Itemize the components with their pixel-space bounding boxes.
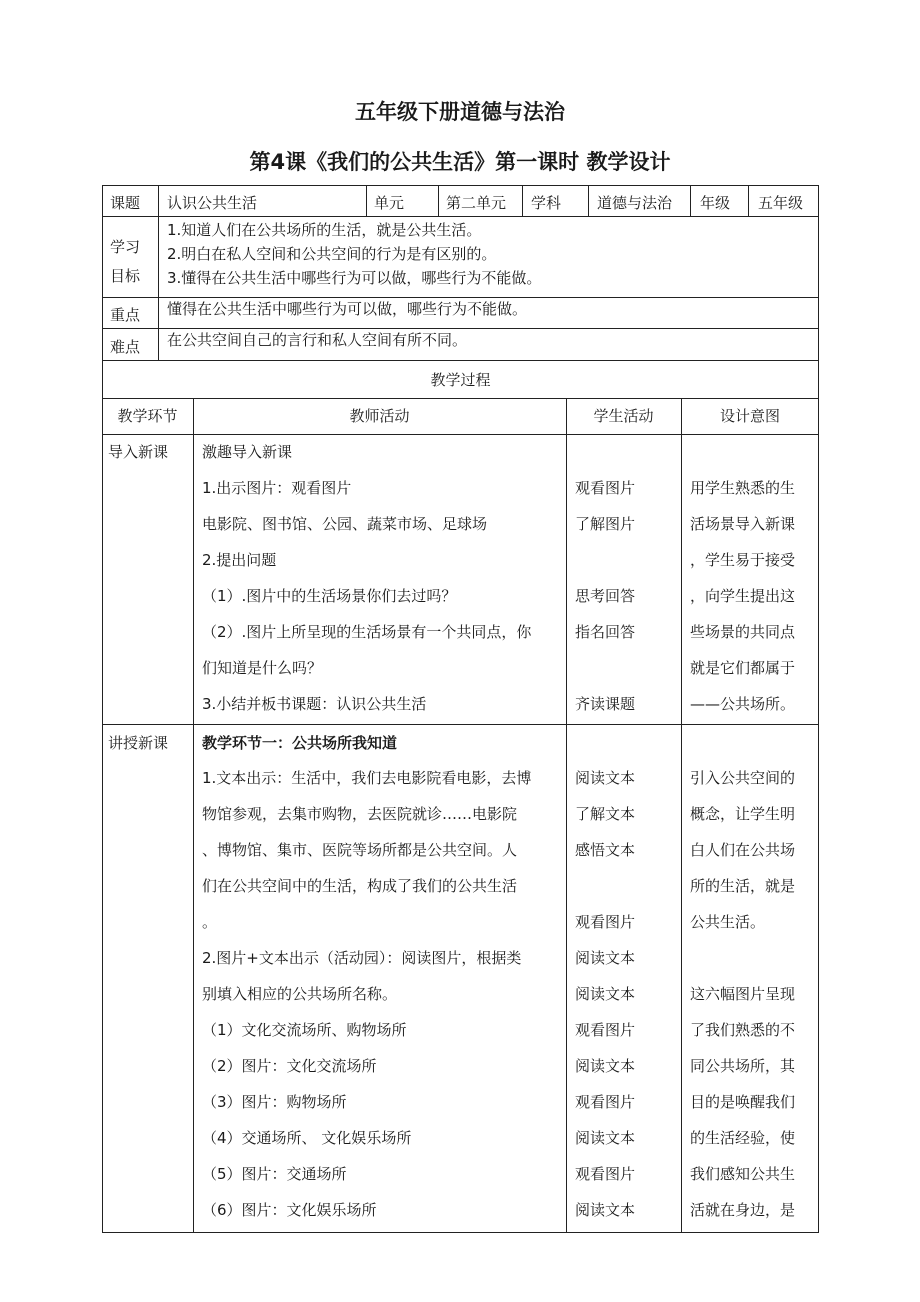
divider — [522, 185, 523, 217]
teacher-activity-line: 物馆参观，去集市购物，去医院就诊……电影院 — [202, 805, 518, 823]
design-intent-line: 就是它们都属于 — [690, 659, 796, 677]
stage-label: 导入新课 — [108, 443, 169, 461]
student-activity-line: 指名回答 — [575, 623, 636, 641]
teacher-activity-line: （2）图片：文化交流场所 — [202, 1057, 377, 1075]
student-activity-line: 思考回答 — [575, 587, 636, 605]
student-activity-line: 阅读文本 — [575, 1129, 636, 1147]
student-activity-line: 阅读文本 — [575, 949, 636, 967]
course-label: 课题 — [110, 194, 141, 212]
design-intent-line: 用学生熟悉的生 — [690, 479, 796, 497]
student-activity-line: 观看图片 — [575, 479, 636, 497]
teacher-activity-line: 、博物馆、集市、医院等场所都是公共空间。人 — [202, 841, 518, 859]
teacher-activity-line: 激趣导入新课 — [202, 443, 293, 461]
key-point-label: 重点 — [110, 306, 141, 324]
key-point-value: 懂得在公共生活中哪些行为可以做，哪些行为不能做。 — [167, 300, 528, 318]
difficulty-value: 在公共空间自己的言行和私人空间有所不同。 — [167, 331, 468, 349]
divider — [193, 398, 194, 1233]
student-activity-line: 齐读课题 — [575, 695, 636, 713]
teacher-activity-line: （5）图片：交通场所 — [202, 1165, 347, 1183]
design-intent-line: ——公共场所。 — [690, 695, 796, 713]
teacher-activity-line: 别填入相应的公共场所名称。 — [202, 985, 398, 1003]
teacher-activity-line: 们知道是什么吗？ — [202, 659, 323, 677]
student-activity-line: 感悟文本 — [575, 841, 636, 859]
design-intent-line: 的生活经验，使 — [690, 1129, 796, 1147]
subject-value: 道德与法治 — [597, 194, 673, 212]
unit-label: 单元 — [374, 194, 405, 212]
lesson-title: 第4课《我们的公共生活》第一课时 教学设计 — [249, 150, 671, 174]
process-header: 教学过程 — [430, 371, 491, 389]
teacher-activity-line: （6）图片：文化娱乐场所 — [202, 1201, 377, 1219]
design-intent-line: 白人们在公共场 — [690, 841, 796, 859]
teacher-activity-line: 2.提出问题 — [202, 551, 277, 569]
design-intent-line: 公共生活。 — [690, 913, 766, 931]
design-intent-line: 所的生活，就是 — [690, 877, 796, 895]
teacher-activity-line: （3）图片：购物场所 — [202, 1093, 347, 1111]
design-intent-line: ，向学生提出这 — [690, 587, 796, 605]
divider — [588, 185, 589, 217]
divider — [102, 398, 819, 399]
design-intent-line: 活就在身边，是 — [690, 1201, 796, 1219]
design-intent-line: 这六幅图片呈现 — [690, 985, 796, 1003]
teacher-activity-line: （1）文化交流场所、购物场所 — [202, 1021, 407, 1039]
column-header: 教学环节 — [117, 407, 178, 425]
student-activity-line: 观看图片 — [575, 913, 636, 931]
student-activity-line: 阅读文本 — [575, 985, 636, 1003]
design-intent-line: 概念，让学生明 — [690, 805, 796, 823]
teacher-activity-line: 1.文本出示：生活中，我们去电影院看电影，去博 — [202, 769, 532, 787]
divider — [681, 398, 682, 1233]
design-intent-line: 我们感知公共生 — [690, 1165, 796, 1183]
divider — [102, 434, 819, 435]
design-intent-line: 引入公共空间的 — [690, 769, 796, 787]
teacher-activity-line: 们在公共空间中的生活，构成了我们的公共生活 — [202, 877, 518, 895]
stage-label: 讲授新课 — [108, 734, 169, 752]
teacher-activity-line: （2）.图片上所呈现的生活场景有一个共同点，你 — [202, 623, 532, 641]
document-title: 五年级下册道德与法治 — [355, 100, 565, 124]
divider — [102, 328, 819, 329]
unit-value: 第二单元 — [446, 194, 507, 212]
objective-item: 3.懂得在公共生活中哪些行为可以做，哪些行为不能做。 — [167, 269, 542, 287]
design-intent-line: 同公共场所，其 — [690, 1057, 796, 1075]
design-intent-line: ，学生易于接受 — [690, 551, 796, 569]
divider — [102, 297, 819, 298]
student-activity-line: 了解图片 — [575, 515, 636, 533]
design-intent-line: 目的是唤醒我们 — [690, 1093, 796, 1111]
divider — [748, 185, 749, 217]
teacher-activity-line: 1.出示图片：观看图片 — [202, 479, 352, 497]
objectives-label-line2: 目标 — [110, 267, 141, 285]
divider — [102, 724, 819, 725]
student-activity-line: 了解文本 — [575, 805, 636, 823]
objective-item: 1.知道人们在公共场所的生活，就是公共生活。 — [167, 221, 482, 239]
teacher-activity-line: 电影院、图书馆、公园、蔬菜市场、足球场 — [202, 515, 488, 533]
student-activity-line: 阅读文本 — [575, 1057, 636, 1075]
student-activity-line: 观看图片 — [575, 1021, 636, 1039]
design-intent-line: 些场景的共同点 — [690, 623, 796, 641]
student-activity-line: 观看图片 — [575, 1093, 636, 1111]
grade-label: 年级 — [700, 194, 731, 212]
divider — [566, 398, 567, 1233]
student-activity-line: 阅读文本 — [575, 1201, 636, 1219]
design-intent-line: 了我们熟悉的不 — [690, 1021, 796, 1039]
student-activity-line: 观看图片 — [575, 1165, 636, 1183]
teacher-activity-heading: 教学环节一：公共场所我知道 — [202, 734, 398, 752]
divider — [690, 185, 691, 217]
objective-item: 2.明白在私人空间和公共空间的行为是有区别的。 — [167, 245, 497, 263]
divider — [158, 185, 159, 361]
objectives-label-line1: 学习 — [110, 238, 141, 256]
design-intent-line: 活场景导入新课 — [690, 515, 796, 533]
teacher-activity-line: （4）交通场所、 文化娱乐场所 — [202, 1129, 412, 1147]
divider — [438, 185, 439, 217]
teacher-activity-line: （1）.图片中的生活场景你们去过吗？ — [202, 587, 457, 605]
teacher-activity-line: 2.图片+文本出示（活动园）：阅读图片，根据类 — [202, 949, 522, 967]
teacher-activity-line: 3.小结并板书课题：认识公共生活 — [202, 695, 427, 713]
teacher-activity-line: 。 — [202, 913, 218, 931]
subject-label: 学科 — [531, 194, 562, 212]
divider — [366, 185, 367, 217]
column-header: 教师活动 — [349, 407, 410, 425]
column-header: 设计意图 — [719, 407, 780, 425]
difficulty-label: 难点 — [110, 338, 141, 356]
student-activity-line: 阅读文本 — [575, 769, 636, 787]
column-header: 学生活动 — [593, 407, 654, 425]
grade-value: 五年级 — [758, 194, 804, 212]
course-value: 认识公共生活 — [167, 194, 258, 212]
divider — [102, 216, 819, 217]
